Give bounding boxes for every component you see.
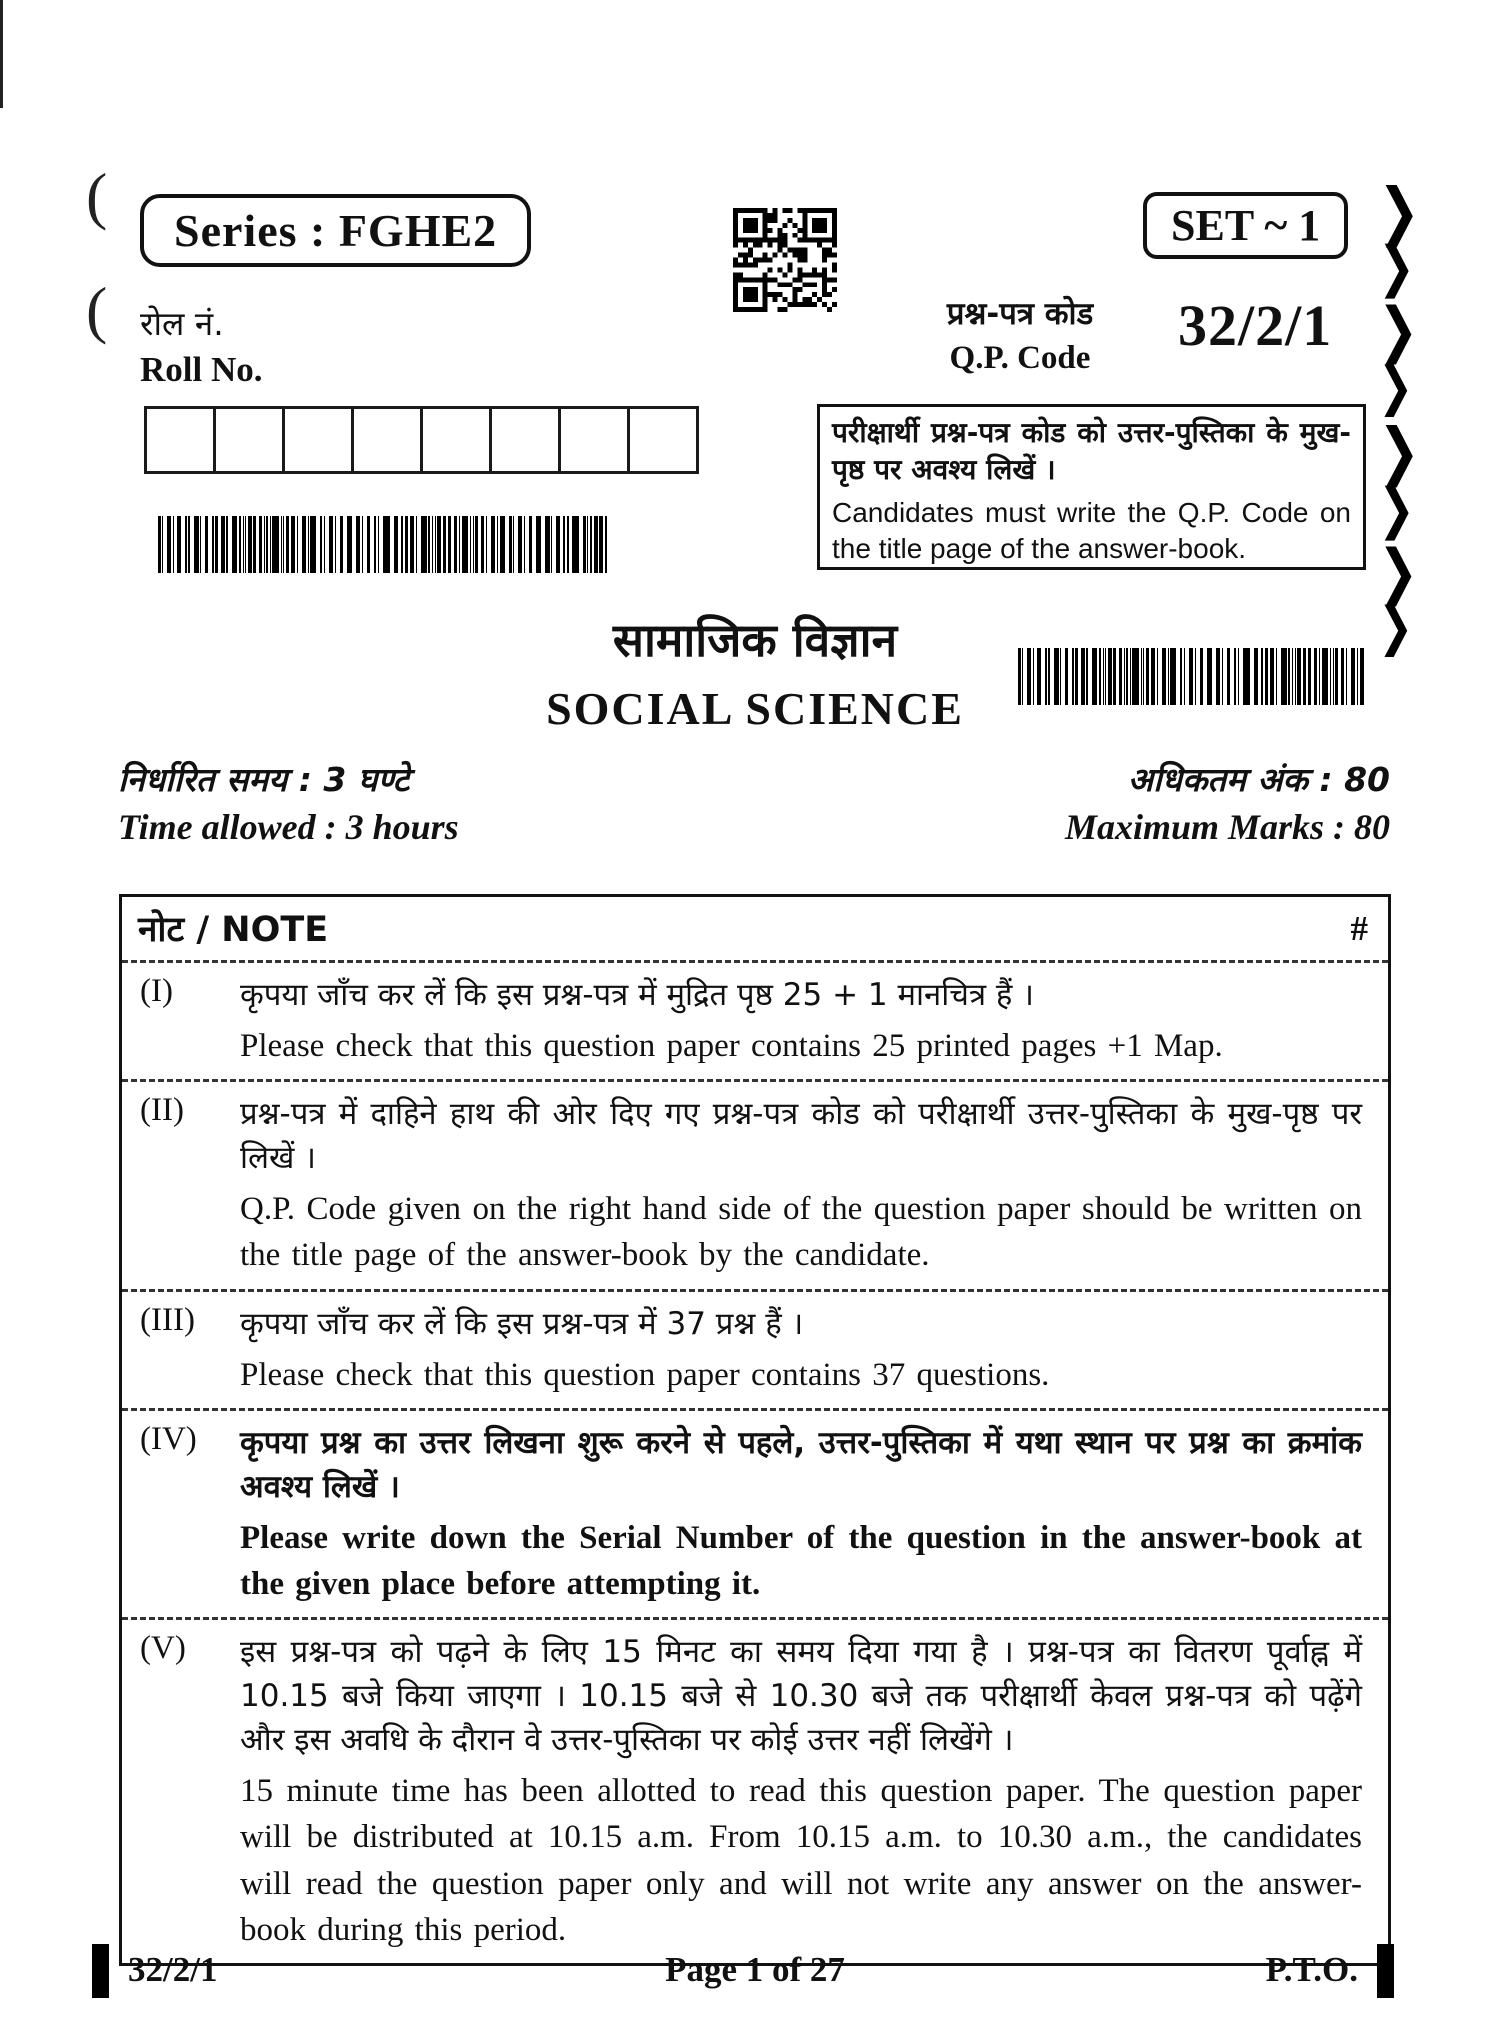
note-text-hindi: कृपया प्रश्न का उत्तर लिखना शुरू करने से पहले, उत्तर-पुस्तिका में यथा स्थान पर प्रश्न का क्रमांक अवश्य लिखें । [240, 1424, 1362, 1505]
right-edge-mark-icon: ❯ [1378, 174, 1420, 248]
note-row-number: (V) [140, 1630, 186, 1667]
time-allowed-hindi: निर्धारित समय : 3 घण्टे [118, 760, 410, 799]
note-text-english: 15 minute time has been allotted to read this question paper. The question paper will be distributed at 10.15 a.m. From 10.15 a.m. to 10.30 a.m., the candidates will read the question paper only and will not write any answer on the answer-book during this period. [240, 1773, 1362, 1948]
roll-number-box [351, 406, 423, 474]
max-marks-hindi: अधिकतम अंक : 80 [1127, 760, 1390, 799]
candidate-instruction-box [817, 404, 1366, 570]
note-text-hindi: कृपया जाँच कर लें कि इस प्रश्न-पत्र में 37 प्रश्न हैं । [240, 1305, 804, 1342]
footer-paper-code: 32/2/1 [128, 1950, 218, 1989]
max-marks-english: Maximum Marks : 80 [1064, 807, 1390, 847]
note-row-number: (IV) [140, 1420, 197, 1457]
left-edge-mark-icon: ( [86, 274, 108, 345]
note-row [122, 1408, 1388, 1617]
footer-pto-label: P.T.O. [1265, 1950, 1358, 1989]
roll-label-hindi: रोल नं. [140, 304, 224, 343]
note-text-english: Q.P. Code given on the right hand side of the question paper should be written on the title page of the answer-book by the candidate. [240, 1191, 1362, 1274]
right-edge-mark-icon: ❯ [1378, 295, 1419, 365]
note-rows [122, 963, 1388, 1963]
note-header-hash: # [1350, 908, 1368, 948]
roll-number-box [213, 406, 285, 474]
qp-code-label-english: Q.P. Code [949, 340, 1091, 376]
note-table [119, 894, 1391, 1966]
series-label: Series : FGHE2 [174, 205, 498, 256]
candidate-note-english: Candidates must write the Q.P. Code on the title page of the answer-book. [832, 496, 1351, 565]
roll-number-boxes [144, 406, 699, 474]
note-header-label: नोट / NOTE [138, 910, 329, 950]
set-box [1143, 192, 1348, 259]
time-allowed-english: Time allowed : 3 hours [118, 807, 459, 847]
note-row [122, 1289, 1388, 1408]
roll-label-english: Roll No. [140, 350, 263, 389]
roll-number-box [489, 406, 561, 474]
qr-code-icon [733, 208, 837, 312]
roll-number-box [627, 406, 699, 474]
note-text-hindi: इस प्रश्न-पत्र को पढ़ने के लिए 15 मिनट का समय दिया गया है । प्रश्न-पत्र का वितरण पूर्वाह्न में 10.15 बजे किया जाएगा । 10.15 बजे से 10.30 बजे तक परीक्षार्थी केवल प्रश्न-पत्र को पढ़ेंगे और इस अवधि के दौरान वे उत्तर-पुस्तिका पर कोई उत्तर नहीं लिखेंगे । [240, 1634, 1362, 1759]
left-edge-mark-icon: ( [86, 160, 108, 231]
right-edge-mark-icon: ❯ [1378, 537, 1419, 607]
note-row-number: (I) [140, 973, 173, 1009]
note-row [122, 1617, 1388, 1963]
right-edge-mark-icon: ❯ [1378, 235, 1415, 300]
candidate-note-hindi: परीक्षार्थी प्रश्न-पत्र कोड को उत्तर-पुस्तिका के मुख-पृष्ठ पर अवश्य लिखें । [832, 416, 1351, 486]
roll-number-box [144, 406, 216, 474]
subject-title-english: SOCIAL SCIENCE [546, 683, 964, 734]
note-row-number: (II) [140, 1092, 184, 1129]
note-text-english: Please check that this question paper contains 37 questions. [240, 1356, 1050, 1393]
qp-code-value: 32/2/1 [1178, 293, 1333, 358]
note-text-hindi: कृपया जाँच कर लें कि इस प्रश्न-पत्र में मुद्रित पृष्ठ 25 + 1 मानचित्र हैं । [240, 977, 1034, 1013]
series-box [140, 194, 531, 267]
note-table-header [122, 897, 1388, 963]
roll-number-box [282, 406, 354, 474]
note-row [122, 1079, 1388, 1288]
barcode-left [158, 516, 610, 573]
note-row [122, 963, 1388, 1079]
subject-title-hindi: सामाजिक विज्ञान [612, 613, 898, 667]
right-edge-mark-icon: ❯ [1378, 595, 1414, 657]
qp-code-labels [905, 292, 1135, 377]
roll-number-box [558, 406, 630, 474]
roll-number-box [420, 406, 492, 474]
right-edge-mark-icon: ❯ [1378, 477, 1415, 542]
right-edge-mark-icon: ❯ [1378, 355, 1414, 417]
note-text-english: Please check that this question paper contains 25 printed pages +1 Map. [240, 1028, 1223, 1065]
note-text-english: Please write down the Serial Number of the question in the answer-book at the given place before attempting it. [240, 1519, 1362, 1603]
note-text-hindi: प्रश्न-पत्र में दाहिने हाथ की ओर दिए गए प्रश्न-पत्र कोड को परीक्षार्थी उत्तर-पुस्तिका के मुख-पृष्ठ पर लिखें । [240, 1096, 1362, 1177]
footer-right-bar [1377, 1944, 1394, 1998]
note-row-number: (III) [140, 1301, 195, 1338]
footer-page-number: Page 1 of 27 [665, 1950, 845, 1989]
right-edge-mark-icon: ❯ [1378, 414, 1420, 488]
set-label: SET ~ 1 [1171, 201, 1321, 250]
footer-left-bar [92, 1944, 109, 1998]
qp-code-label-hindi: प्रश्न-पत्र कोड [946, 296, 1094, 332]
left-edge-line [0, 0, 3, 108]
